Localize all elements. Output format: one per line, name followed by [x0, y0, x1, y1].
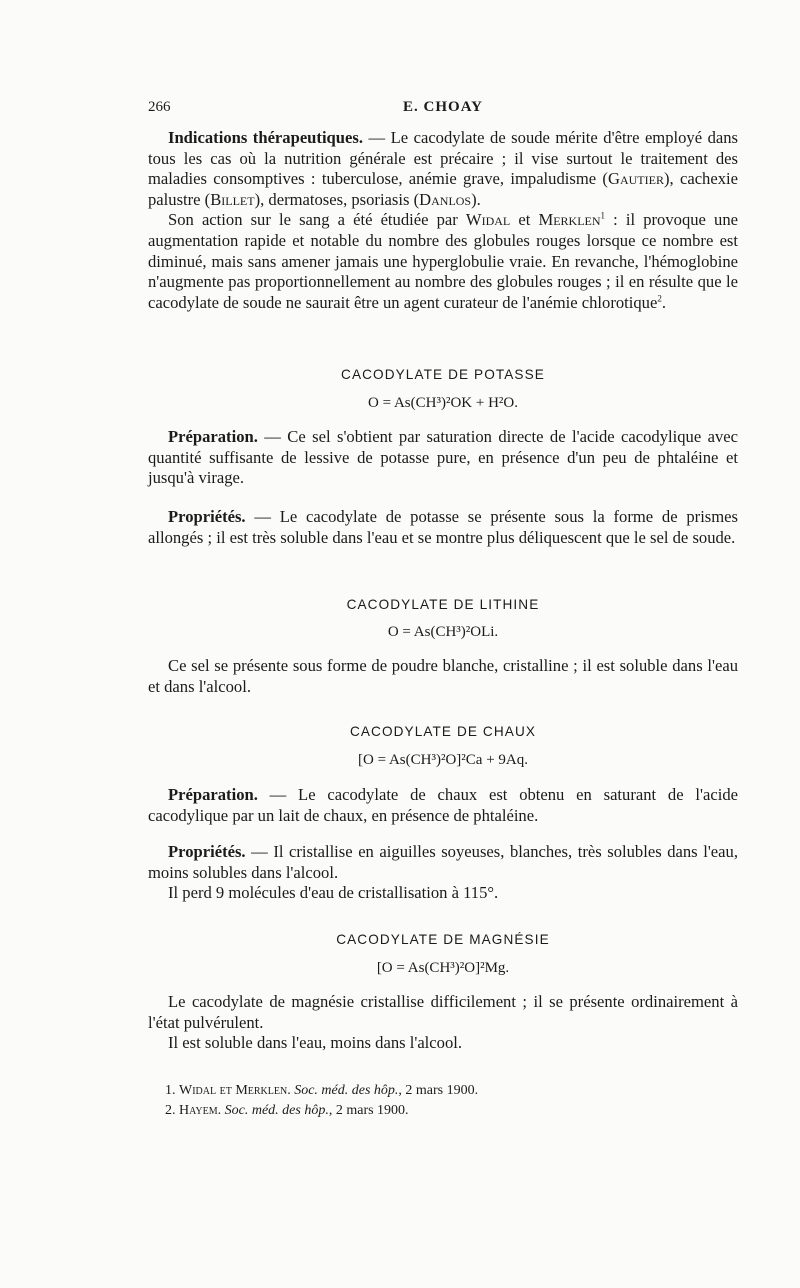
- author-name: Danlos: [419, 189, 472, 209]
- proprietes-paragraph: [148, 842, 738, 883]
- section-heading-chaux: CACODYLATE DE CHAUX: [349, 724, 537, 739]
- footnote-number: 1.: [165, 1083, 176, 1098]
- section-heading-lithine: CACODYLATE DE LITHINE: [346, 597, 540, 612]
- preparation-lead: Préparation.: [168, 427, 258, 446]
- magnesie-paragraph-2: Il est soluble dans l'eau, moins dans l'alcool.: [168, 1033, 463, 1053]
- preparation-text: — Le cacodylate de chaux est obtenu en saturant de l'acide cacodylique par un lait de chaux, en présence de phtaléine.: [148, 785, 738, 825]
- footnote-date: , 2 mars 1900.: [328, 1103, 409, 1118]
- footnote-journal: Soc. méd. des hôp.: [224, 1103, 329, 1118]
- action-text-d: .: [661, 292, 666, 312]
- page-header: [148, 99, 738, 121]
- page-number: 266: [148, 99, 171, 115]
- proprietes-lead: Propriétés.: [168, 507, 246, 526]
- formula-magnesie: [O = As(CH³)²O]²Mg.: [376, 960, 510, 976]
- proprietes-text: — Le cacodylate de potasse se présente sous la forme de prismes allongés ; il est très soluble dans l'eau et se montre plus déliquescent que le sel de soude.: [148, 507, 738, 547]
- indications-lead: Indications thérapeutiques.: [168, 128, 363, 147]
- indications-paragraph: [148, 128, 738, 210]
- author-name: Merklen: [538, 210, 601, 230]
- author-name: Widal: [465, 210, 511, 230]
- potasse-preparation: [148, 427, 738, 489]
- action-text-c: : il provoque une augmentation rapide et notable du nombre des globules rouges lorsque ce nombre est diminué, mais sans amener jamais une hyperglobulie vraie. En revanche, l'hémoglobine n'augmente pas proportionnellement au nombre des globules rouges ; il en résulte que le cacodylate de soude ne saurait être un agent curateur de l'anémie chlorotique: [148, 210, 738, 312]
- indications-text-d: ).: [471, 189, 481, 209]
- section-heading-magnesie: CACODYLATE DE MAGNÉSIE: [336, 932, 550, 947]
- potasse-proprietes: [148, 507, 738, 548]
- preparation-lead: Préparation.: [168, 785, 258, 804]
- preparation-paragraph: [148, 427, 738, 489]
- footnote-item: [165, 1101, 725, 1121]
- magnesie-text: [148, 992, 738, 1054]
- action-text-b: et: [510, 210, 539, 230]
- footnote-number: 2.: [165, 1103, 176, 1118]
- magnesie-paragraph-1: Le cacodylate de magnésie cristallise difficilement ; il se présente ordinairement à l'état pulvérulent.: [148, 992, 738, 1032]
- preparation-text: — Ce sel s'obtient par saturation directe de l'acide cacodylique avec quantité suffisante de lessive de potasse pure, en présence d'un peu de phtaléine et jusqu'à virage.: [148, 427, 738, 488]
- author-name: Gautier: [607, 169, 664, 189]
- indications-text-c: ), dermatoses, psoriasis (: [254, 189, 420, 209]
- lithine-paragraph: Ce sel se présente sous forme de poudre blanche, cristalline ; il est soluble dans l'eau et dans l'alcool.: [148, 656, 738, 696]
- footnote-journal: Soc. méd. des hôp.: [294, 1083, 399, 1098]
- formula-chaux: [O = As(CH³)²O]²Ca + 9Aq.: [358, 752, 528, 768]
- author-name: Billet: [210, 189, 255, 209]
- formula-lithine: O = As(CH³)²OLi.: [387, 624, 499, 640]
- chaux-preparation: [148, 785, 738, 826]
- action-paragraph: [148, 210, 738, 313]
- proprietes-text: — Il cristallise en aiguilles soyeuses, blanches, très solubles dans l'eau, moins solubles dans l'alcool.: [148, 842, 738, 882]
- footnote-item: [165, 1081, 725, 1101]
- footnote-ref[interactable]: 1: [600, 210, 606, 221]
- soude-section: [148, 128, 738, 313]
- footnote-authors: Widal et Merklen.: [179, 1083, 291, 1098]
- formula-potasse: O = As(CH³)²OK + H²O.: [368, 395, 518, 411]
- preparation-paragraph: [148, 785, 738, 826]
- indications-text-a: — Le cacodylate de soude mérite d'être employé dans tous les cas où la nutrition générale est précaire ; il vise surtout le traitement des maladies consomptives : tuberculose, anémie grave, impaludisme (: [148, 128, 738, 189]
- perd-paragraph: Il perd 9 molécules d'eau de cristallisation à 115°.: [168, 883, 499, 903]
- chaux-proprietes: [148, 842, 738, 904]
- section-heading-potasse: CACODYLATE DE POTASSE: [341, 367, 545, 382]
- footnotes: [165, 1081, 725, 1121]
- footnote-ref[interactable]: 2: [657, 293, 662, 304]
- proprietes-lead: Propriétés.: [168, 842, 246, 861]
- indications-text-b: ), cachexie palustre (: [148, 169, 738, 209]
- running-head: E. CHOAY: [403, 99, 483, 115]
- footnote-authors: Hayem.: [179, 1103, 222, 1118]
- proprietes-paragraph: [148, 507, 738, 548]
- lithine-text: [148, 656, 738, 697]
- footnote-date: , 2 mars 1900.: [398, 1083, 479, 1098]
- action-text-a: Son action sur le sang a été étudiée par: [168, 210, 466, 230]
